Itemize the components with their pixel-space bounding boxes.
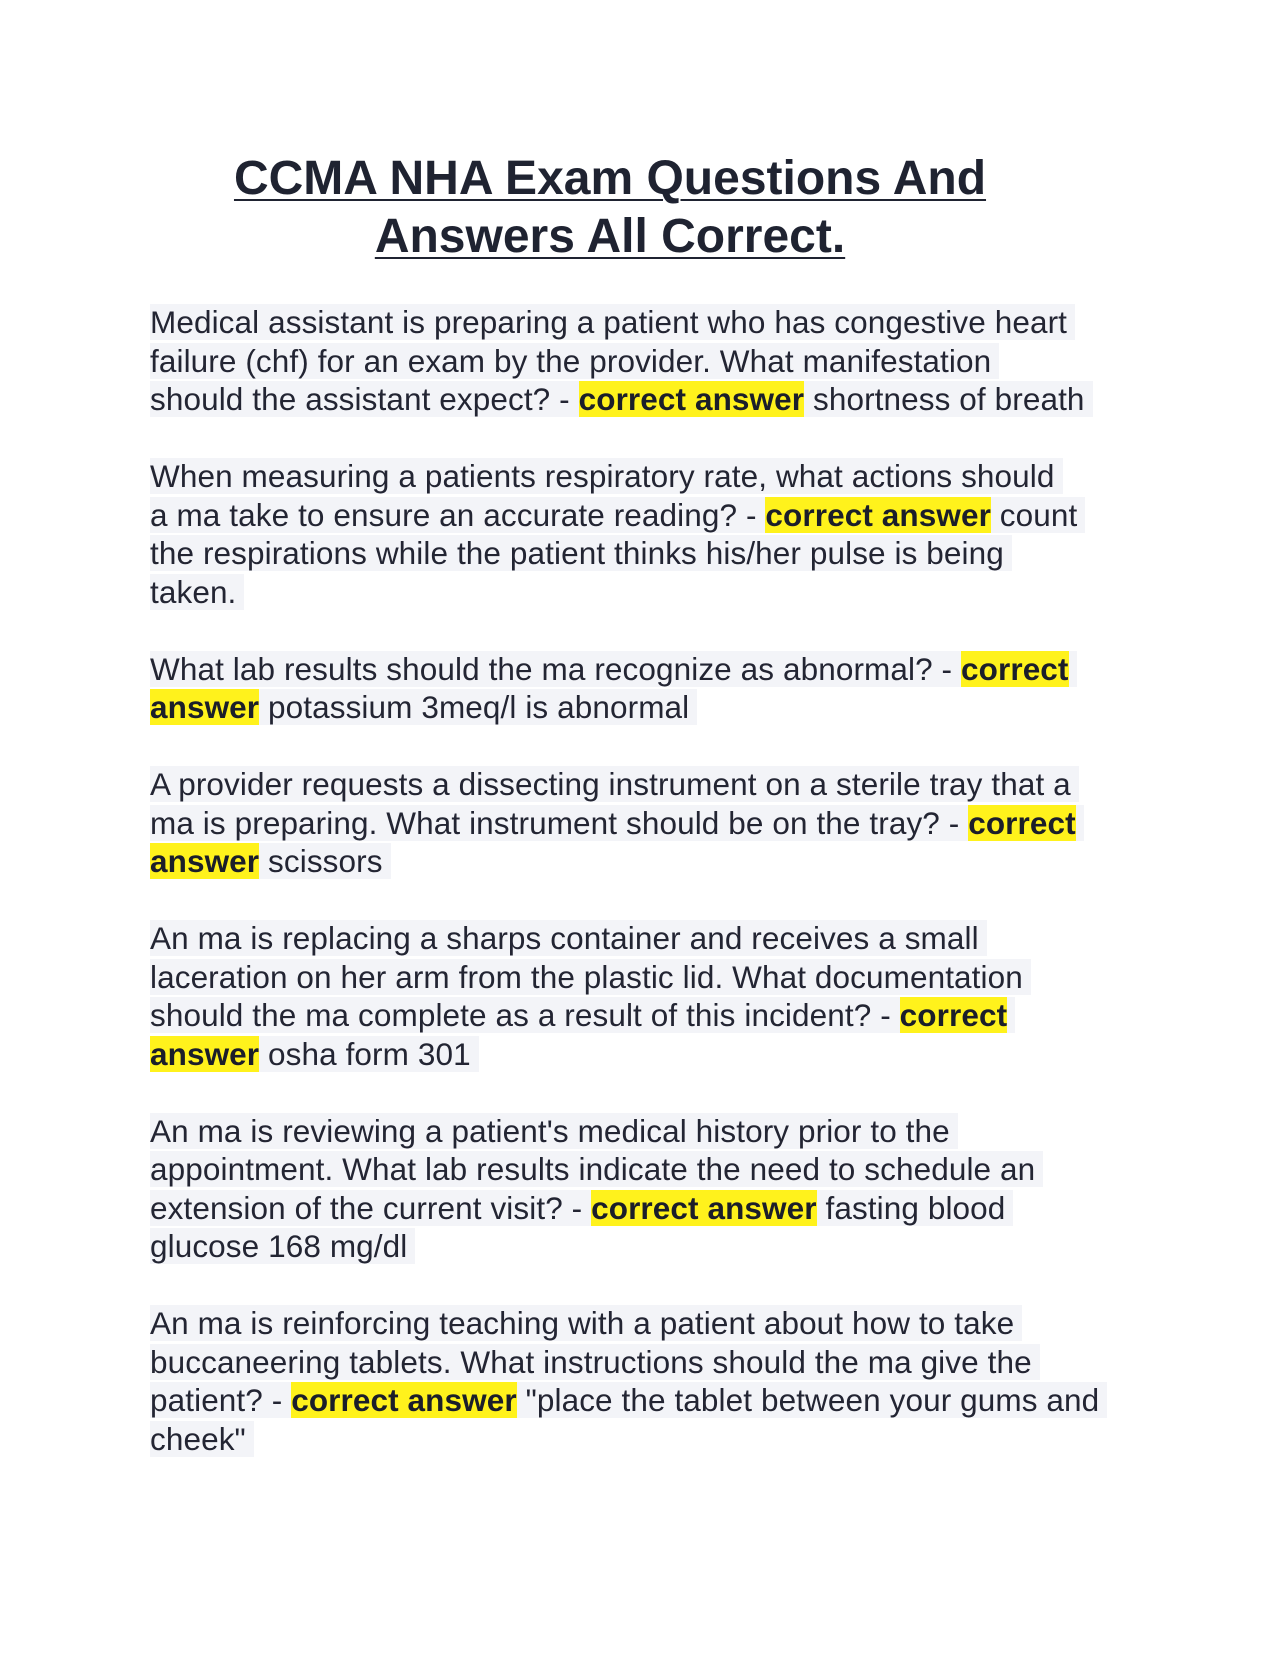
qa-item [150, 765, 1140, 881]
question-text: appointment. What lab results indicate the need to schedule an [150, 1151, 1043, 1187]
question-text: patient? - correct answer "place the tablet between your gums and [150, 1382, 1107, 1418]
question-text: An ma is replacing a sharps container and receives a small [150, 920, 987, 956]
qa-item [150, 457, 1140, 611]
answer-marker: correct [899, 997, 1008, 1033]
question-text: When measuring a patients respiratory rate, what actions should [150, 458, 1063, 494]
question-text: extension of the current visit? - correct answer fasting blood [150, 1190, 1013, 1226]
answer-marker: correct answer [765, 496, 991, 533]
answer-marker: answer [150, 689, 260, 725]
answer-marker: correct answer [291, 1382, 517, 1418]
answer-marker: answer [150, 843, 260, 879]
question-text: An ma is reinforcing teaching with a patient about how to take [150, 1305, 1022, 1341]
answer-marker: correct [968, 804, 1076, 841]
answer-marker: correct [961, 650, 1069, 687]
answer-text: "place the tablet between your gums and [516, 1382, 1100, 1418]
question-text: a ma take to ensure an accurate reading? - correct answer count [150, 497, 1085, 533]
question-text: A provider requests a dissecting instrument on a sterile tray that a [150, 766, 1079, 802]
question-text: Medical assistant is preparing a patient who has congestive heart [150, 304, 1075, 340]
question-text: should the assistant expect? - correct answer shortness of breath [150, 381, 1093, 417]
qa-list [150, 303, 1140, 1497]
answer-text: taken. [150, 574, 244, 610]
question-text: buccaneering tablets. What instructions should the ma give the [150, 1344, 1040, 1380]
answer-text: answer osha form 301 [150, 1036, 479, 1072]
question-text: should the ma complete as a result of this incident? - correct [150, 997, 1015, 1033]
answer-marker: correct answer [578, 381, 805, 417]
answer-text: the respirations while the patient thinks his/her pulse is being [150, 535, 1012, 571]
page-title [150, 150, 1070, 266]
question-text: ma is preparing. What instrument should be on the tray? - correct [150, 805, 1084, 841]
question-text: laceration on her arm from the plastic lid. What documentation [150, 959, 1031, 995]
answer-text: shortness of breath [804, 381, 1085, 417]
answer-text: count [990, 496, 1078, 533]
qa-item [150, 919, 1140, 1073]
answer-text: glucose 168 mg/dl [150, 1228, 415, 1264]
question-text: What lab results should the ma recognize as abnormal? - correct [150, 651, 1077, 687]
answer-marker: answer [150, 1035, 260, 1072]
answer-text: answer potassium 3meq/l is abnormal [150, 689, 697, 725]
qa-item [150, 650, 1140, 727]
answer-text: fasting blood [816, 1189, 1006, 1226]
question-text: An ma is reviewing a patient's medical history prior to the [150, 1113, 958, 1149]
title-line-2: Answers All Correct. [374, 210, 846, 263]
qa-item [150, 1112, 1140, 1266]
qa-item [150, 1304, 1140, 1458]
question-text: failure (chf) for an exam by the provider. What manifestation [150, 343, 999, 379]
answer-text: answer scissors [150, 843, 391, 879]
title-line-1: CCMA NHA Exam Questions And [233, 152, 987, 205]
qa-item [150, 303, 1140, 419]
answer-text: cheek" [150, 1421, 254, 1457]
answer-marker: correct answer [591, 1189, 817, 1226]
